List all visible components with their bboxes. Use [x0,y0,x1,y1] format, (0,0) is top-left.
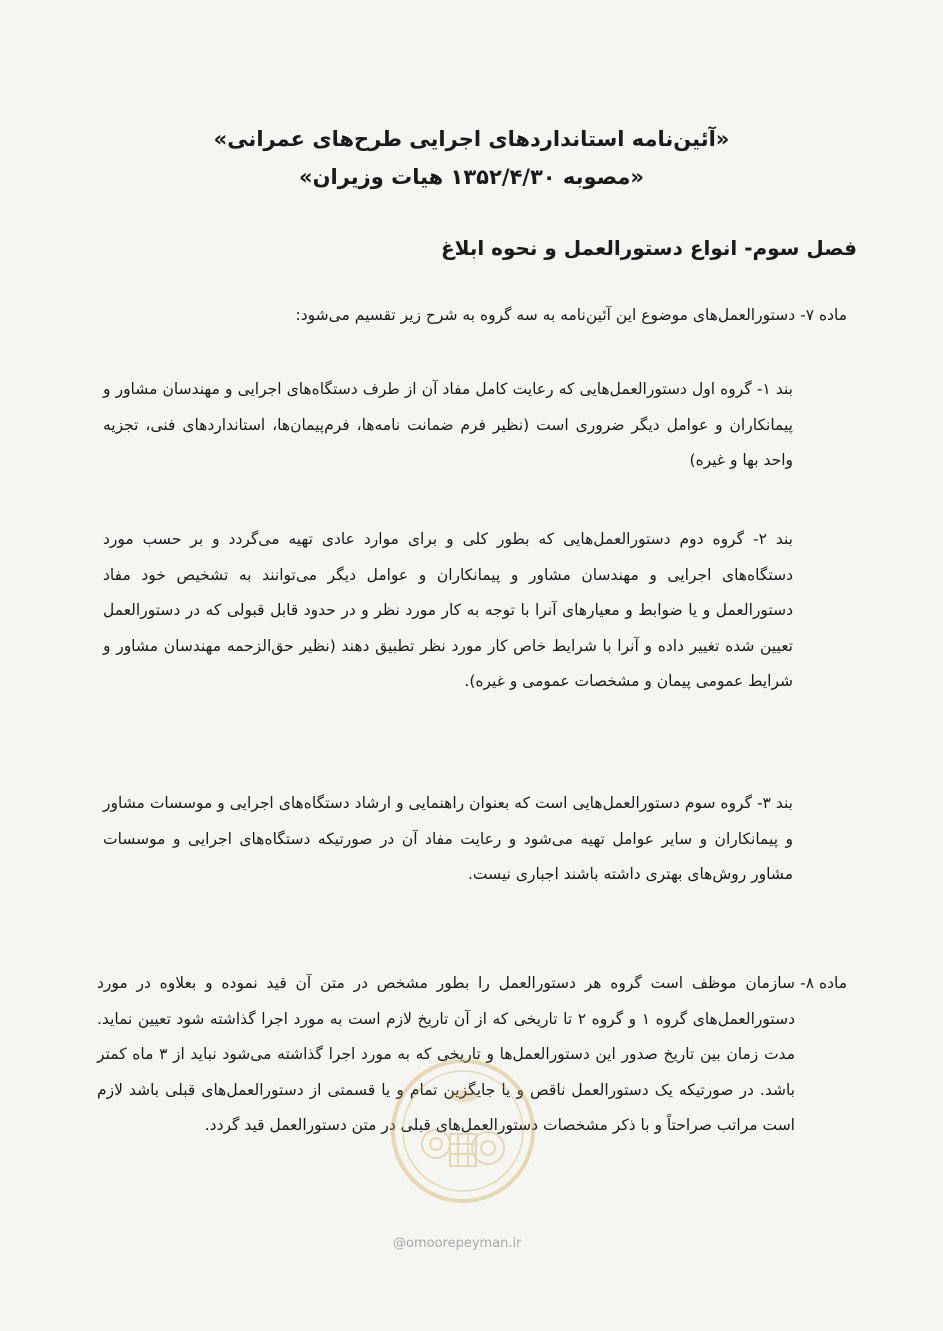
watermark-seal-icon [388,1056,538,1206]
clause-2: بند ۲- گروه دوم دستورالعمل‌هایی که بطور کلی و برای موارد عادی تهیه می‌گردد و بر حسب مورد دستگاه‌های اجرایی و مهندسان مشاور و پیمانکاران و عوامل دیگر می‌توانند به تشخیص خود مفاد دستورالعمل و یا ضوابط و معیارهای آنرا با توجه به کار مورد نظر و در حدود قابل قبولی که در دستورالعمل تعیین شده تغییر داده و آنرا با شرایط خاص کار مورد نظر تطبیق دهند (نظیر حق‌الزحمه مهندسان مشاور و شرایط عمومی پیمان و مشخصات عمومی و غیره). [103,530,793,690]
chapter-heading: فصل سوم- انواع دستورالعمل و نحوه ابلاغ [441,236,857,260]
article-7: ماده ۷- دستورالعمل‌های موضوع این آئین‌نامه به سه گروه به شرح زیر تقسیم می‌شود: [295,306,847,324]
article-8-body: سازمان موظف است گروه هر دستورالعمل را بطور مشخص در متن آن قید نموده و بعلاوه در مورد دستورالعمل‌های گروه ۱ و گروه ۲ تا تاریخی که از آن تاریخ لازم است به مورد اجرا گذاشته شود تعیین نماید. مدت زمان بین تاریخ صدور این دستورالعمل‌ها و تاریخی که به مورد اجرا گذاشته می‌شود نباید از ۳ ماه کمتر باشد. در صورتیکه یک دستورالعمل ناقص و یا جایگزین تمام و یا قسمتی از دستورالعمل‌های قبلی باشد لازم است مراتب صراحتاً و با ذکر مشخصات دستورالعمل‌های قبلی در متن دستورالعمل قید گردد. [97,974,795,1134]
watermark-website: @omoorepeyman.ir [393,1236,522,1251]
document-title-block [0,120,943,196]
document-title: «آئین‌نامه استانداردهای اجرایی طرح‌های عمرانی» [213,127,730,151]
article-8-label: ماده ۸- [800,974,847,992]
clause-1: بند ۱- گروه اول دستورالعمل‌هایی که رعایت کامل مفاد آن از طرف دستگاه‌های اجرایی و مهندسان مشاور و پیمانکاران و عوامل دیگر ضروری است (نظیر فرم ضمانت نامه‌ها، فرم‌پیمان‌ها، استانداردهای فنی، تجزیه واحد بها و غیره) [103,380,793,469]
clause-3: بند ۳- گروه سوم دستورالعمل‌هایی است که بعنوان راهنمایی و ارشاد دستگاه‌های اجرایی و موسسات مشاور و پیمانکاران و سایر عوامل تهیه می‌شود و رعایت مفاد آن در صورتیکه دستگاه‌های اجرایی و موسسات مشاور روش‌های بهتری داشته باشند اجباری نیست. [103,794,793,883]
watermark-website-text: omoorepeyman.ir [406,1236,522,1251]
document-subtitle: «مصوبه ۱۳۵۲/۴/۳۰ هیات وزیران» [299,165,644,189]
